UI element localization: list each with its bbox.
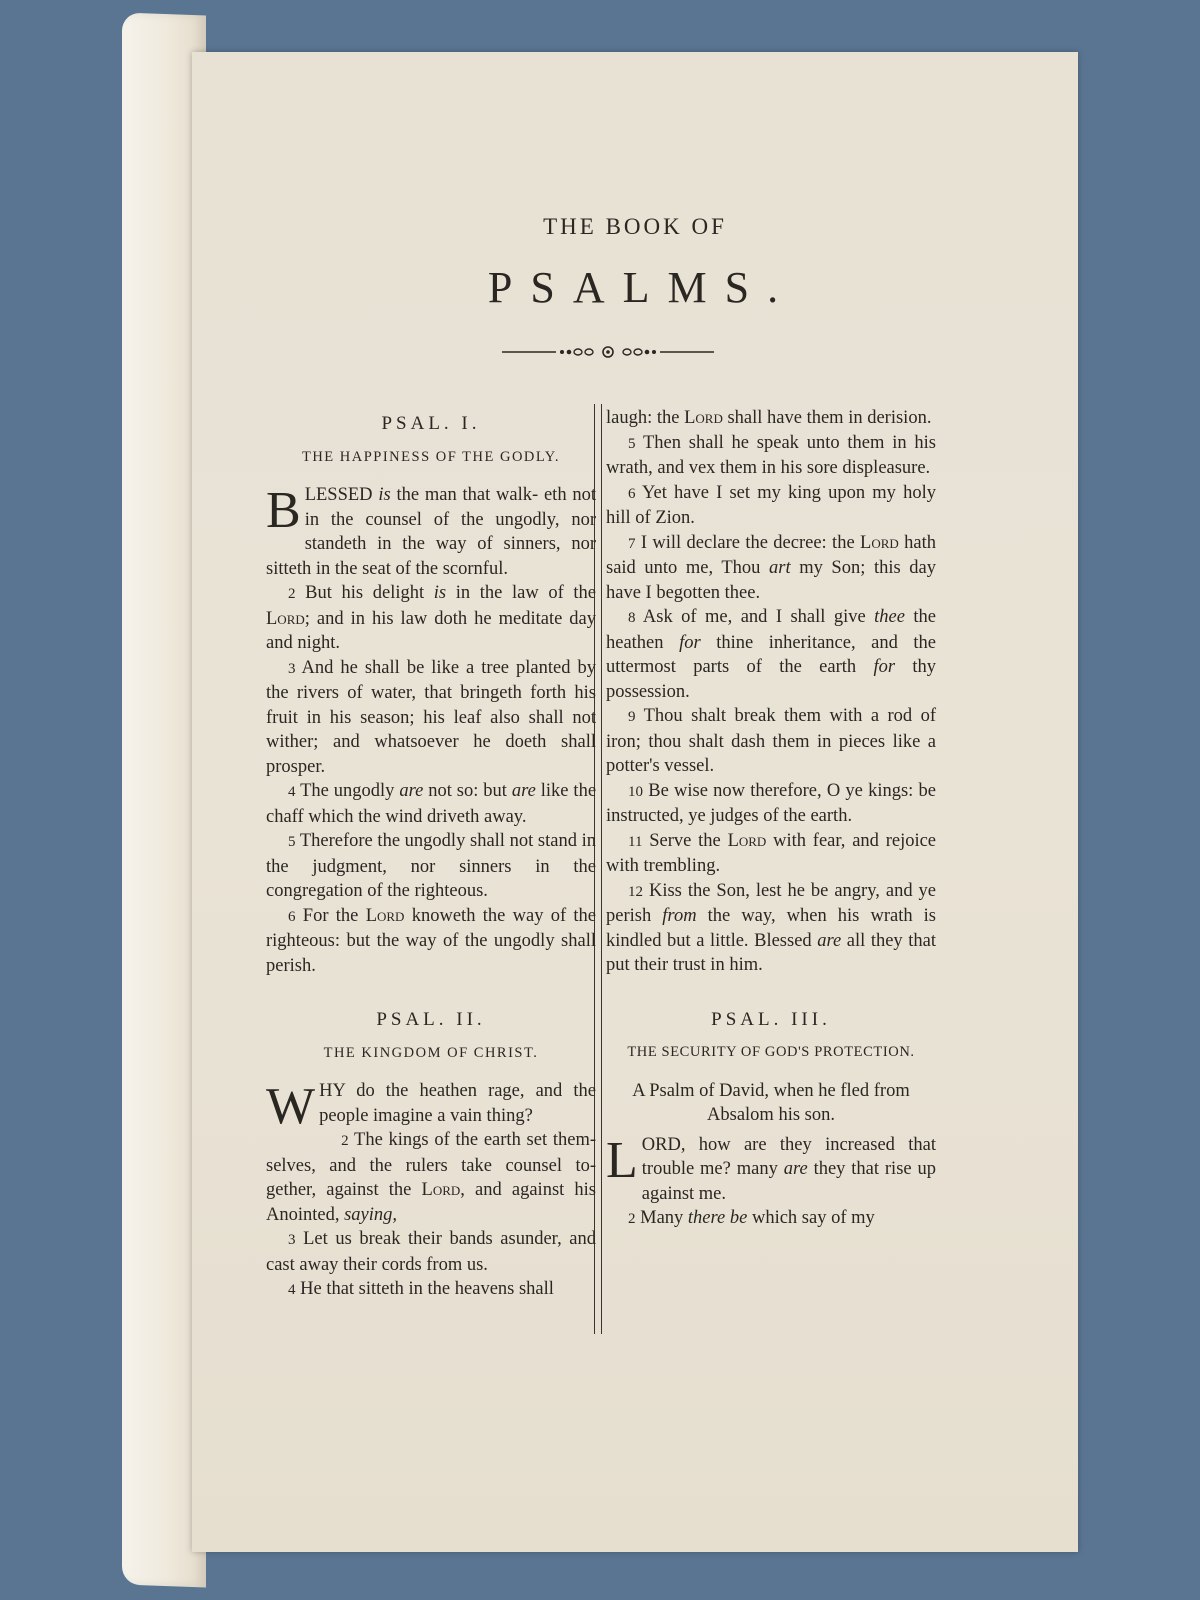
psalm-1-verse-1	[266, 483, 596, 581]
verse-number: 9	[628, 709, 636, 725]
psalm-2-verse-7	[606, 531, 936, 606]
italic-word: is	[433, 583, 447, 603]
psalm-2-verse-9	[606, 704, 936, 779]
italic-word: thee	[874, 607, 905, 627]
verse-number: 4	[288, 784, 296, 800]
psalm-3-intro: A Psalm of David, when he fled from Absalom his son.	[632, 1080, 910, 1125]
verse-text: Therefore the ungodly shall not stand in the judgment, nor sinners in the congregation of the righteous.	[266, 831, 596, 901]
book-page	[192, 52, 1078, 1552]
verse-text: LESSED	[304, 485, 373, 505]
verse-number: 4	[288, 1282, 296, 1298]
psalm-2-heading: PSAL. II.	[376, 1009, 486, 1030]
verse-text: Ask of me, and I shall give	[642, 607, 866, 627]
italic-word: for	[679, 632, 701, 653]
verse-number: 10	[628, 783, 643, 800]
psalm-1-verse-2	[266, 581, 596, 656]
verse-text: my Son; this day have I begotten thee.	[606, 558, 936, 603]
drop-cap: L	[606, 1131, 638, 1189]
ornament-divider	[502, 345, 714, 359]
psalm-3-verse-2	[606, 1206, 936, 1232]
verse-text: ORD, how are they increased that trouble me? many	[641, 1134, 936, 1179]
verse-text: ; and in his law doth he meditate day and night.	[266, 608, 596, 653]
verse-number: 2	[288, 586, 296, 602]
psalm-2-verse-12	[606, 879, 936, 978]
psalm-1-verse-6	[266, 904, 596, 979]
psalm-2-verse-11	[606, 829, 936, 879]
verse-text: Kiss the Son, lest he be angry, and ye perish	[606, 880, 937, 926]
verse-number: 5	[288, 834, 296, 850]
italic-word: is	[378, 485, 391, 505]
italic-word: saying,	[344, 1204, 398, 1225]
italic-word: there be	[687, 1208, 748, 1228]
verse-text: And he shall be like a tree planted by the rivers of water, that bringeth forth his fruit in his season; his leaf also shall not wither; and whatsoever he doeth shall prosper.	[266, 657, 596, 777]
psalm-1-heading: PSAL. I.	[381, 413, 481, 434]
verse-number: 6	[628, 485, 636, 502]
lord-word: Lord	[860, 532, 899, 553]
verse-number: 3	[288, 1232, 296, 1248]
psalm-2-verse-10	[606, 779, 936, 829]
verse-text: Let us break their bands asunder, and cast away their cords from us.	[266, 1229, 597, 1275]
psalm-2-verse-1	[266, 1078, 596, 1135]
verse-text: all they that put their trust in him.	[606, 930, 936, 975]
verse-text: with fear, and rejoice with trembling.	[606, 830, 937, 876]
verse-number: 6	[288, 908, 296, 925]
right-column	[606, 406, 936, 1232]
verse-number: 3	[288, 660, 296, 677]
verse-text: Serve the	[649, 830, 721, 851]
italic-word: are	[511, 781, 536, 801]
verse-number: 2	[628, 1211, 636, 1227]
left-column	[266, 406, 596, 1303]
verse-text: the heathen	[606, 607, 937, 653]
verse-text: , and against his Anointed,	[266, 1180, 597, 1225]
verse-text: For the	[302, 905, 359, 926]
verse-text: the way, when his wrath is kindled but a little. Blessed	[606, 906, 936, 951]
drop-cap: W	[266, 1078, 316, 1135]
verse-text: knoweth the way of the righteous: but the way of the ungodly shall perish.	[266, 905, 597, 976]
verse-text: the man that walk- eth not in the counsel of the ungodly, nor standeth in the way of sinners, nor sitteth in the seat of the scornful.	[266, 485, 596, 579]
verse-number: 2	[341, 1133, 349, 1149]
drop-cap: B	[266, 482, 301, 539]
psalm-2-verse-8	[606, 605, 936, 704]
book-title: PSALMS.	[487, 263, 797, 312]
book-subtitle: THE BOOK OF	[543, 214, 727, 239]
verse-text: I will declare the decree: the	[640, 532, 855, 553]
lord-word: Lord	[727, 830, 767, 851]
verse-text: Then shall he speak unto them in his wrath, and vex them in his sore displeasure.	[606, 432, 936, 478]
psalm-1-verse-5	[266, 829, 596, 904]
italic-word: are	[817, 930, 842, 951]
psalm-2-verse-4	[266, 1277, 596, 1303]
verse-number: 8	[628, 610, 636, 626]
psalm-2-verse-6	[606, 481, 936, 531]
verse-text: thine inheritance, and the uttermost parts of the earth	[606, 632, 937, 677]
verse-text: like the chaff which the wind driveth away.	[266, 781, 597, 827]
verse-number: 11	[628, 833, 643, 850]
italic-word: are	[783, 1159, 808, 1179]
verse-text: laugh: the	[606, 408, 680, 428]
psalm-1-verse-3	[266, 656, 596, 780]
verse-number: 7	[628, 535, 636, 552]
verse-number: 12	[628, 883, 643, 900]
verse-text: hath said unto me, Thou	[606, 532, 937, 578]
verse-text: shall have them in derision.	[727, 408, 932, 428]
italic-word: for	[873, 657, 896, 677]
verse-text: HY do the heathen rage, and the people imagine a vain thing?	[319, 1081, 596, 1126]
italic-word: art	[769, 558, 791, 578]
verse-text: But his delight	[305, 583, 425, 603]
verse-text: which say of my	[751, 1208, 875, 1228]
lord-word: Lord	[421, 1180, 461, 1200]
verse-text: The kings of the earth set them- selves, and the rulers take counsel to- gether, against the	[266, 1130, 596, 1200]
psalm-2-verse-4-continued	[606, 406, 936, 431]
psalm-1-verse-4	[266, 779, 596, 829]
lord-word: Lord	[266, 608, 305, 629]
italic-word: are	[399, 781, 424, 801]
psalm-2-subtitle: THE KINGDOM OF CHRIST.	[323, 1044, 539, 1061]
verse-text: Thou shalt break them with a rod of iron; thou shalt dash them in pieces like a potter's vessel.	[606, 706, 936, 776]
psalm-3-heading: PSAL. III.	[711, 1008, 831, 1030]
psalm-2-verse-3	[266, 1227, 596, 1277]
psalm-2-verse-5	[606, 431, 936, 481]
psalm-3-subtitle: THE SECURITY OF GOD'S PROTECTION.	[627, 1044, 915, 1060]
verse-text: He that sitteth in the heavens shall	[300, 1279, 554, 1299]
verse-text: they that rise up against me.	[641, 1159, 936, 1204]
verse-text: not so: but	[428, 781, 507, 801]
psalm-3-verse-1	[606, 1133, 936, 1207]
lord-word: Lord	[684, 408, 723, 428]
verse-text: Yet have I set my king upon my holy hill of Zion.	[606, 482, 936, 528]
psalm-1-subtitle: THE HAPPINESS OF THE GODLY.	[301, 448, 561, 465]
verse-text: The ungodly	[300, 781, 395, 801]
verse-text: in the law of the	[455, 583, 597, 603]
verse-number: 5	[628, 435, 636, 452]
verse-text: thy possession.	[606, 657, 937, 702]
psalm-2-verse-2	[266, 1128, 596, 1227]
lord-word: Lord	[365, 905, 405, 926]
italic-word: from	[662, 906, 697, 926]
verse-text: Many	[640, 1208, 684, 1228]
verse-text: Be wise now therefore, O ye kings: be instructed, ye judges of the earth.	[606, 780, 937, 826]
